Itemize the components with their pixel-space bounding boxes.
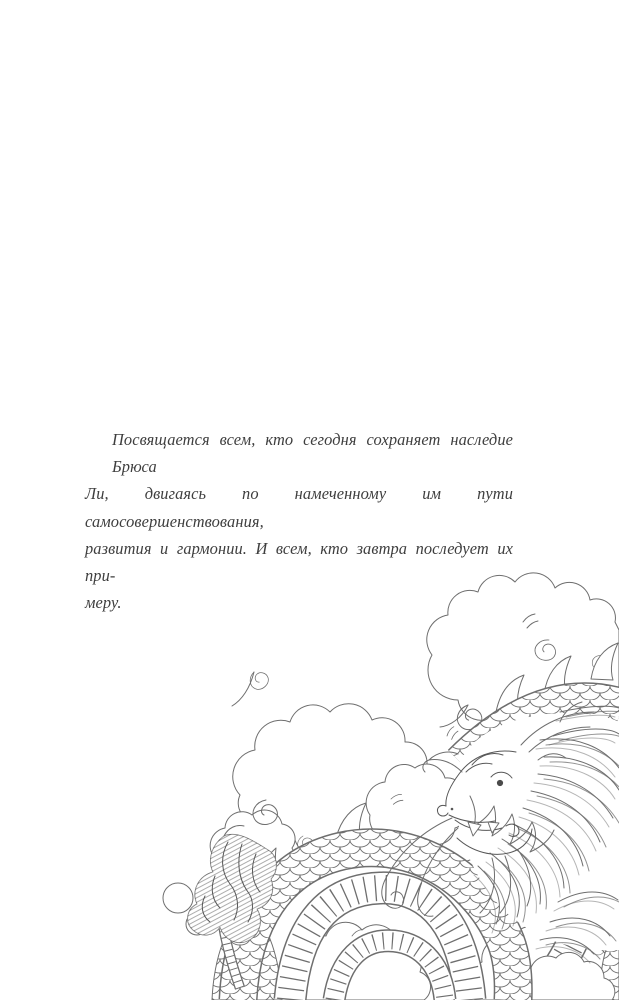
dedication-line: развития и гармонии. И всем, кто завтра последует их при- — [85, 538, 513, 586]
eye — [497, 780, 503, 786]
nostril — [451, 808, 454, 811]
dedication-line: Посвящается всем, кто сегодня сохраняет наследие Брюса — [112, 430, 513, 477]
dedication-line: Ли, двигаясь по намеченному им пути самосовершенствования, — [85, 484, 513, 531]
dedication-line: меру. — [85, 593, 122, 613]
